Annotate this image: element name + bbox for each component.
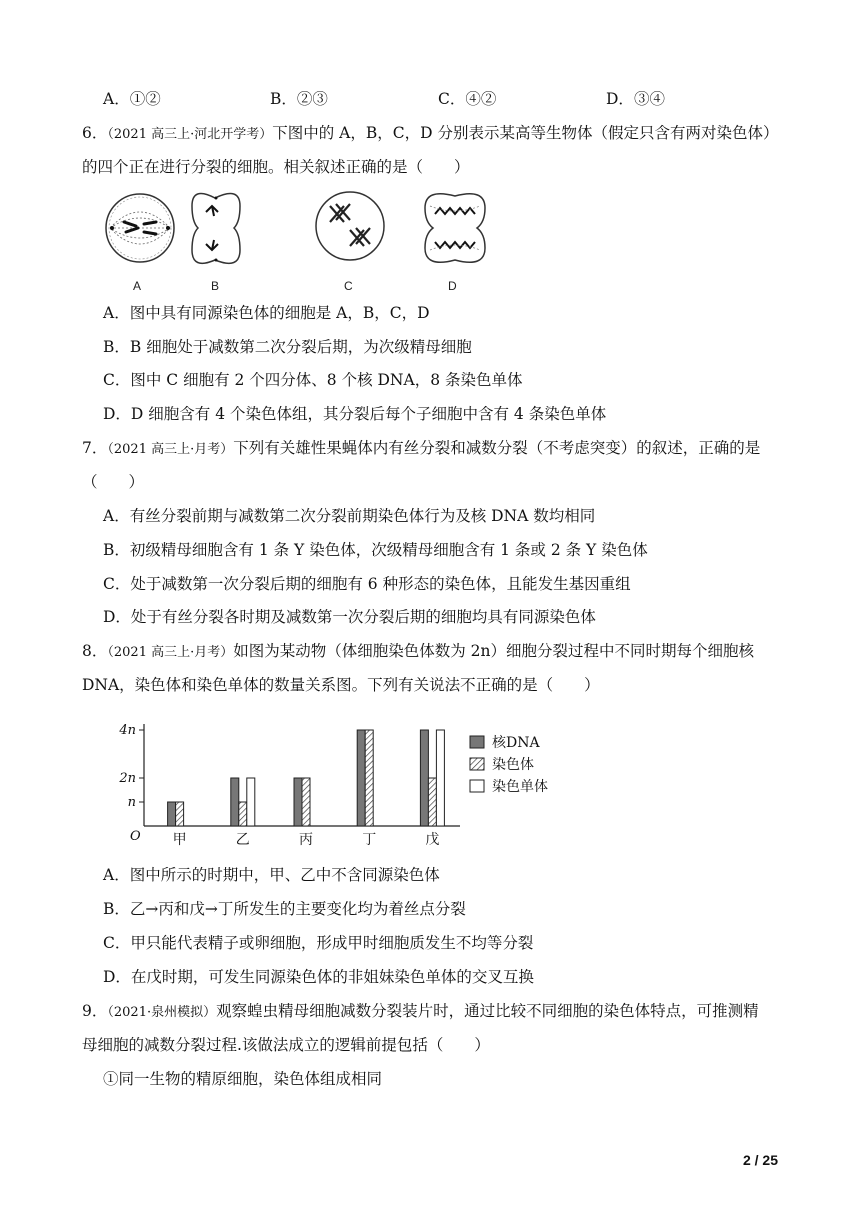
legend-label: 核DNA — [492, 735, 540, 751]
q6-option-d[interactable]: D．D 细胞含有 4 个染色体组，其分裂后每个子细胞中含有 4 条染色单体 — [103, 405, 607, 423]
q5-option-d[interactable]: D．③④ — [606, 90, 665, 108]
q7-option-d[interactable]: D．处于有丝分裂各时期及减数第一次分裂后期的细胞均具有同源染色体 — [103, 608, 596, 626]
q5-option-c[interactable]: C．④② — [438, 90, 497, 108]
q6-cell-figure — [100, 186, 490, 294]
q8-stem-line2: DNA，染色体和染色单体的数量关系图。下列有关说法不正确的是（ ） — [82, 676, 600, 694]
q6-number: 6． — [82, 124, 108, 142]
cell-label-d: D — [448, 279, 457, 293]
q8-option-b[interactable]: B．乙→丙和戊→丁所发生的主要变化均为着丝点分裂 — [103, 900, 466, 918]
q6-stem-line2: 的四个正在进行分裂的细胞。相关叙述正确的是（ ） — [82, 158, 470, 176]
q5-option-a[interactable]: A．①② — [103, 90, 161, 108]
bar-丁-染色体 — [365, 730, 373, 826]
legend-label: 染色体 — [492, 757, 534, 773]
bar-戊-染色体 — [428, 778, 436, 826]
bar-戊-染色单体 — [436, 730, 444, 826]
legend-swatch — [470, 736, 484, 748]
q5-options — [0, 88, 860, 110]
q8-number: 8． — [82, 642, 108, 660]
q6-stem-line1: 6．（2021 高三上·河北开学考）下图中的 A，B，C，D 分别表示某高等生物体（假定只含有两对染色体） — [82, 124, 779, 142]
q8-option-d[interactable]: D．在戊时期，可发生同源染色体的非姐妹染色单体的交叉互换 — [103, 968, 534, 986]
q6-option-c[interactable]: C．图中 C 细胞有 2 个四分体、8 个核 DNA，8 条染色单体 — [103, 371, 523, 389]
y-tick-label: 4n — [119, 723, 136, 738]
q9-stem-line1: 9．（2021·泉州模拟）观察蝗虫精母细胞减数分裂装片时，通过比较不同细胞的染色体特点，可推测精 — [82, 1002, 759, 1020]
origin-label: O — [130, 829, 141, 844]
q5-option-b[interactable]: B．②③ — [270, 90, 328, 108]
cell-a-drawing — [106, 194, 174, 262]
page-number: 2 / 25 — [742, 1152, 778, 1168]
bar-乙-染色单体 — [247, 778, 255, 826]
cell-label-b: B — [211, 279, 220, 293]
cell-d-drawing — [425, 194, 485, 263]
q9-item-1: ①同一生物的精原细胞，染色体组成相同 — [103, 1070, 383, 1088]
x-tick-label: 乙 — [235, 832, 250, 848]
q8-bar-chart — [110, 712, 590, 852]
q6-source: （2021 高三上·河北开学考） — [107, 127, 273, 142]
bar-甲-核DNA — [168, 802, 176, 826]
q9-number: 9． — [82, 1002, 108, 1020]
cell-label-c: C — [344, 279, 353, 293]
legend-label: 染色单体 — [492, 779, 548, 795]
q7-stem-line1: 7．（2021 高三上·月考）下列有关雄性果蝇体内有丝分裂和减数分裂（不考虑突变）的叙述，正确的是 — [82, 439, 761, 457]
x-tick-label: 甲 — [172, 832, 187, 848]
x-tick-label: 戊 — [425, 832, 440, 848]
y-tick-label: n — [127, 795, 136, 810]
bar-乙-染色体 — [239, 802, 247, 826]
y-tick-label: 2n — [119, 771, 136, 786]
cell-b-drawing — [192, 194, 240, 264]
q8-option-a[interactable]: A．图中所示的时期中，甲、乙中不含同源染色体 — [103, 866, 440, 884]
legend-swatch — [470, 780, 484, 792]
chart-legend — [470, 734, 548, 795]
q7-option-c[interactable]: C．处于减数第一次分裂后期的细胞有 6 种形态的染色体，且能发生基因重组 — [103, 575, 631, 593]
q7-source: （2021 高三上·月考） — [107, 442, 234, 457]
cell-label-a: A — [133, 279, 142, 293]
x-tick-label: 丁 — [362, 832, 377, 848]
q7-number: 7． — [82, 439, 108, 457]
bar-丙-染色体 — [302, 778, 310, 826]
q9-stem-line2: 母细胞的减数分裂过程.该做法成立的逻辑前提包括（ ） — [82, 1036, 490, 1054]
q8-source: （2021 高三上·月考） — [107, 645, 234, 660]
q7-option-b[interactable]: B．初级精母细胞含有 1 条 Y 染色体，次级精母细胞含有 1 条或 2 条 Y 染色体 — [103, 541, 648, 559]
cell-c-drawing — [316, 192, 384, 260]
bar-甲-染色体 — [176, 802, 184, 826]
x-tick-label: 丙 — [299, 832, 313, 848]
bar-丁-核DNA — [357, 730, 365, 826]
q6-option-a[interactable]: A．图中具有同源染色体的细胞是 A，B，C，D — [103, 304, 430, 322]
bar-戊-核DNA — [420, 730, 428, 826]
q6-option-b[interactable]: B．B 细胞处于减数第二次分裂后期，为次级精母细胞 — [103, 338, 472, 356]
q7-option-a[interactable]: A．有丝分裂前期与减数第二次分裂前期染色体行为及核 DNA 数均相同 — [103, 507, 596, 525]
chart-labels — [118, 723, 439, 848]
chart-bars — [168, 730, 445, 826]
q8-stem-line1: 8．（2021 高三上·月考）如图为某动物（体细胞染色体数为 2n）细胞分裂过程中不同时期每个细胞核 — [82, 642, 755, 660]
q7-stem-line2: （ ） — [82, 473, 145, 491]
q9-source: （2021·泉州模拟） — [107, 1005, 217, 1020]
bar-丙-核DNA — [294, 778, 302, 826]
q8-option-c[interactable]: C．甲只能代表精子或卵细胞，形成甲时细胞质发生不均等分裂 — [103, 934, 534, 952]
bar-乙-核DNA — [231, 778, 239, 826]
legend-swatch — [470, 758, 484, 770]
